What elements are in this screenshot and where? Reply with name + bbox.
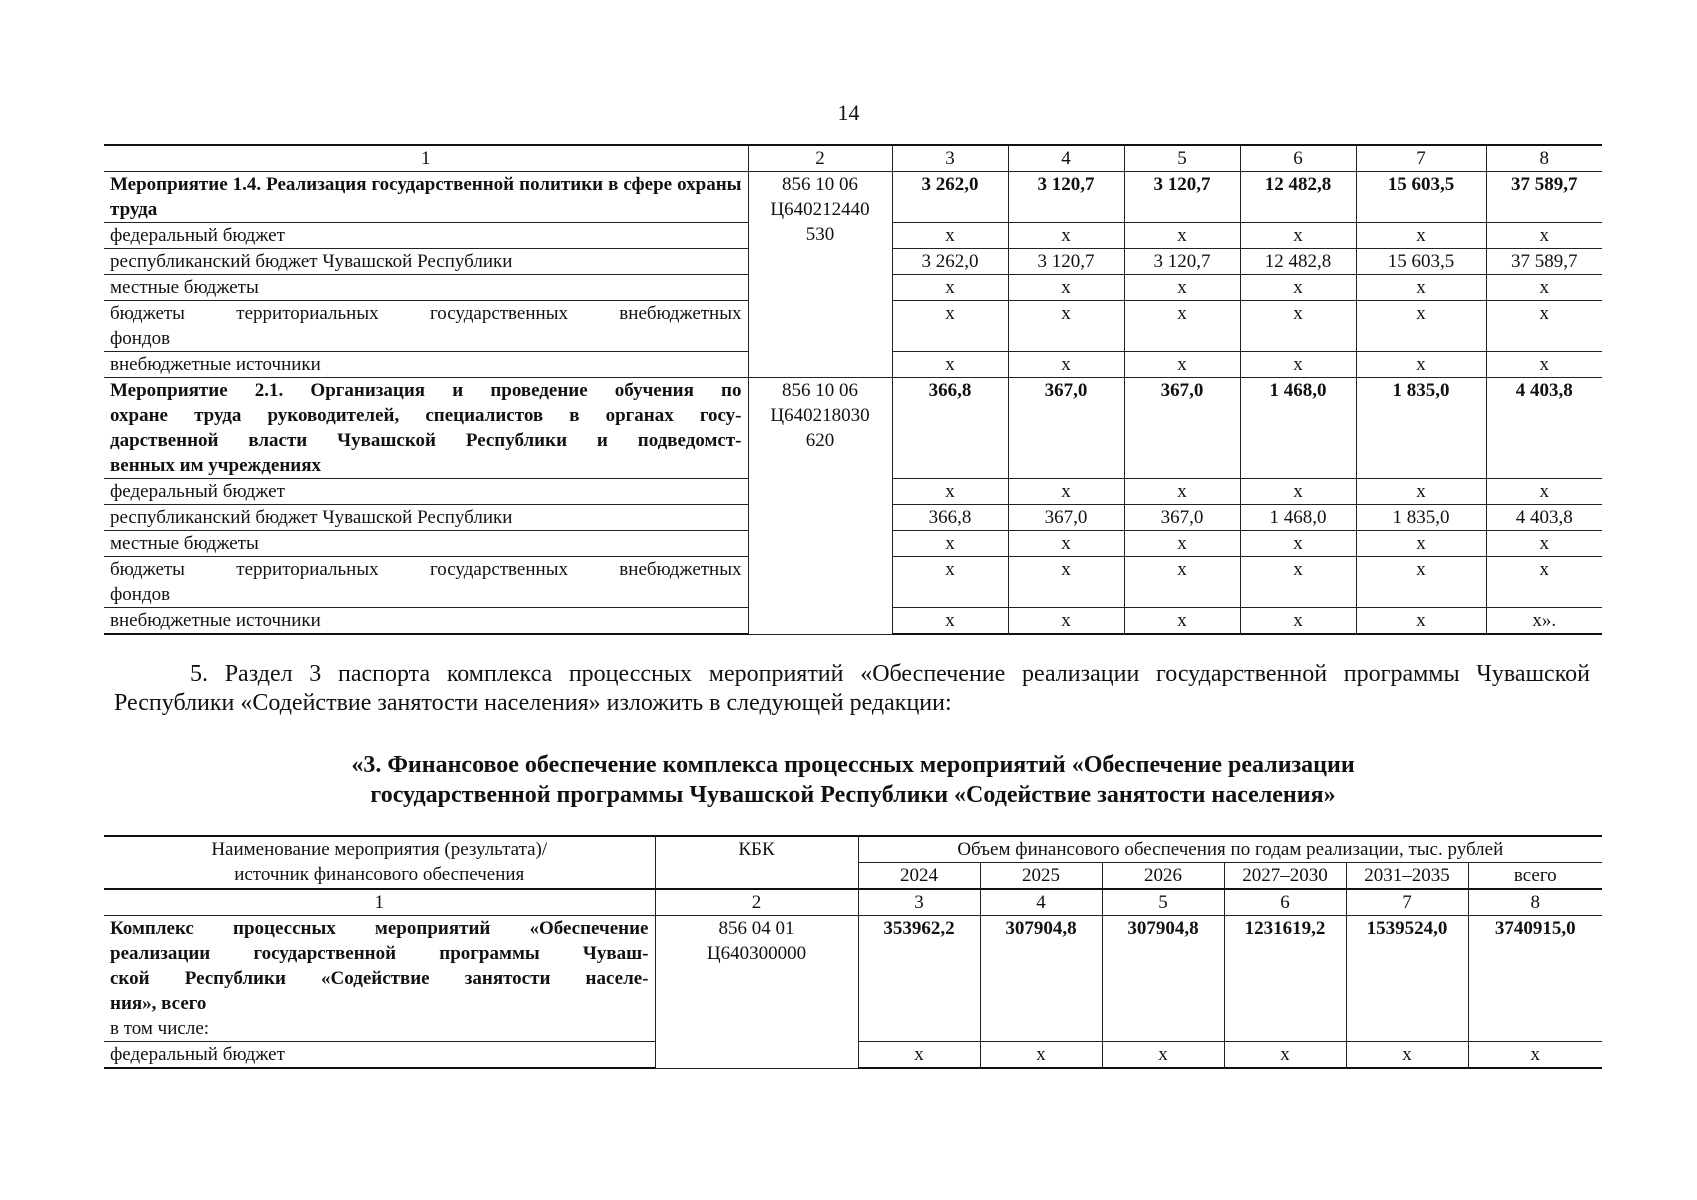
value-cell: x xyxy=(1346,1042,1468,1069)
value-cell: x xyxy=(1240,275,1356,301)
value-cell: 1 835,0 xyxy=(1356,378,1486,479)
kbk-line: 856 10 06 xyxy=(782,174,858,195)
col-number: 1 xyxy=(104,145,748,172)
value-cell: 367,0 xyxy=(1008,378,1124,479)
header-year: 2025 xyxy=(980,863,1102,890)
value-cell: 367,0 xyxy=(1124,505,1240,531)
value-cell: 3740915,0 xyxy=(1468,916,1602,1042)
col-number: 7 xyxy=(1346,889,1468,916)
value-cell: x xyxy=(1124,223,1240,249)
value-cell: x xyxy=(1008,352,1124,378)
value-cell: x xyxy=(1240,608,1356,635)
value-cell: x xyxy=(1486,557,1602,608)
value-cell: x xyxy=(1124,608,1240,635)
value-cell: x xyxy=(1486,352,1602,378)
value-cell: x xyxy=(1356,352,1486,378)
activity-row xyxy=(104,172,1602,223)
col-number: 5 xyxy=(1124,145,1240,172)
value-cell: 3 120,7 xyxy=(1124,172,1240,223)
value-cell: 3 120,7 xyxy=(1124,249,1240,275)
amendment-paragraph: 5. Раздел 3 паспорта комплекса процессных мероприятий «Обеспечение реализации государственной программы Чувашской Республики «Содействие занятости населения» изложить в следующей редакции: xyxy=(114,661,1590,716)
value-cell: x xyxy=(892,275,1008,301)
value-cell: 367,0 xyxy=(1124,378,1240,479)
complex-title xyxy=(104,916,655,1042)
value-cell: x xyxy=(892,352,1008,378)
value-cell: x xyxy=(1224,1042,1346,1069)
kbk-line: Ц640300000 xyxy=(706,943,807,964)
header-year: 2026 xyxy=(1102,863,1224,890)
value-cell: x xyxy=(1356,301,1486,352)
value-cell: 1539524,0 xyxy=(1346,916,1468,1042)
kbk-line: 530 xyxy=(805,224,835,245)
value-cell: 37 589,7 xyxy=(1486,249,1602,275)
value-cell: x xyxy=(1008,275,1124,301)
column-number-row xyxy=(104,889,1602,916)
value-cell: x xyxy=(1102,1042,1224,1069)
kbk-cell xyxy=(748,378,892,635)
funding-table-complex xyxy=(104,835,1602,1069)
value-cell: x xyxy=(892,223,1008,249)
value-cell: x xyxy=(1240,223,1356,249)
complex-title-line: ской Республики «Содействие занятости населе- xyxy=(110,968,649,989)
activity-title-line: венных им учреждениях xyxy=(110,455,322,476)
value-cell: 3 120,7 xyxy=(1008,249,1124,275)
section-heading-line: государственной программы Чувашской Республики «Содействие занятости населения» xyxy=(370,782,1336,808)
value-cell: x xyxy=(892,531,1008,557)
activity-row xyxy=(104,378,1602,479)
header-kbk: КБК xyxy=(655,836,858,889)
complex-title-line: ния», всего xyxy=(110,993,207,1014)
value-cell: x xyxy=(1008,479,1124,505)
value-cell: x xyxy=(1468,1042,1602,1069)
value-cell: x xyxy=(1124,479,1240,505)
kbk-line: Ц640218030 xyxy=(770,405,870,426)
col-number: 2 xyxy=(655,889,858,916)
value-cell: 367,0 xyxy=(1008,505,1124,531)
col-number: 3 xyxy=(858,889,980,916)
header-name-line: Наименование мероприятия (результата)/ xyxy=(211,839,548,860)
source-label-line: фондов xyxy=(110,584,171,605)
col-number: 7 xyxy=(1356,145,1486,172)
value-cell: x xyxy=(1356,275,1486,301)
value-cell: x xyxy=(1356,557,1486,608)
header-year: 2027–2030 xyxy=(1224,863,1346,890)
complex-title-line: реализации государственной программы Чуваш- xyxy=(110,943,649,964)
value-cell: x xyxy=(1124,352,1240,378)
value-cell: x xyxy=(1124,557,1240,608)
source-label-line: бюджеты территориальных государственных внебюджетных xyxy=(110,559,742,580)
value-cell: x xyxy=(892,557,1008,608)
source-label: местные бюджеты xyxy=(104,275,748,301)
value-cell: 353962,2 xyxy=(858,916,980,1042)
value-cell: 3 120,7 xyxy=(1008,172,1124,223)
value-cell: 1 468,0 xyxy=(1240,378,1356,479)
source-label: местные бюджеты xyxy=(104,531,748,557)
source-label: федеральный бюджет xyxy=(104,479,748,505)
kbk-line: Ц640212440 xyxy=(770,199,870,220)
value-cell: x xyxy=(1008,608,1124,635)
header-row xyxy=(104,836,1602,863)
value-cell: x xyxy=(1240,557,1356,608)
header-year: 2031–2035 xyxy=(1346,863,1468,890)
value-cell: 3 262,0 xyxy=(892,249,1008,275)
value-cell: x xyxy=(1124,275,1240,301)
value-cell: x». xyxy=(1486,608,1602,635)
source-label: федеральный бюджет xyxy=(104,223,748,249)
header-year: 2024 xyxy=(858,863,980,890)
col-number: 5 xyxy=(1102,889,1224,916)
value-cell: x xyxy=(1124,531,1240,557)
activity-title: Мероприятие 1.4. Реализация государственной политики в сфере охраны труда xyxy=(104,172,748,223)
complex-title-line: Комплекс процессных мероприятий «Обеспечение xyxy=(110,918,649,939)
header-volume: Объем финансового обеспечения по годам реализации, тыс. рублей xyxy=(858,836,1602,863)
value-cell: x xyxy=(1356,608,1486,635)
value-cell: x xyxy=(1240,531,1356,557)
value-cell: x xyxy=(980,1042,1102,1069)
col-number: 4 xyxy=(1008,145,1124,172)
value-cell: 37 589,7 xyxy=(1486,172,1602,223)
value-cell: 15 603,5 xyxy=(1356,249,1486,275)
activity-title-line: Мероприятие 2.1. Организация и проведение обучения по xyxy=(110,380,742,401)
source-label-line: фондов xyxy=(110,328,171,349)
value-cell: x xyxy=(1240,479,1356,505)
value-cell: x xyxy=(892,479,1008,505)
section-heading-line: «3. Финансовое обеспечение комплекса процессных мероприятий «Обеспечение реализации xyxy=(351,752,1355,778)
header-year: всего xyxy=(1468,863,1602,890)
value-cell: x xyxy=(1240,301,1356,352)
col-number: 1 xyxy=(104,889,655,916)
value-cell: 4 403,8 xyxy=(1486,378,1602,479)
header-name-line: источник финансового обеспечения xyxy=(234,864,525,885)
source-label xyxy=(104,557,748,608)
value-cell: 1 835,0 xyxy=(1356,505,1486,531)
col-number: 4 xyxy=(980,889,1102,916)
value-cell: x xyxy=(1008,223,1124,249)
kbk-cell xyxy=(655,916,858,1069)
kbk-line: 856 04 01 xyxy=(718,918,795,939)
value-cell: 307904,8 xyxy=(980,916,1102,1042)
col-number: 6 xyxy=(1224,889,1346,916)
value-cell: 12 482,8 xyxy=(1240,172,1356,223)
value-cell: 12 482,8 xyxy=(1240,249,1356,275)
value-cell: 4 403,8 xyxy=(1486,505,1602,531)
page-number: 14 xyxy=(837,100,860,125)
kbk-line: 620 xyxy=(805,430,835,451)
kbk-cell xyxy=(748,172,892,378)
value-cell: 1 468,0 xyxy=(1240,505,1356,531)
value-cell: x xyxy=(1486,223,1602,249)
kbk-line: 856 10 06 xyxy=(782,380,858,401)
value-cell: 307904,8 xyxy=(1102,916,1224,1042)
complex-subtitle: в том числе: xyxy=(110,1018,210,1039)
value-cell: 15 603,5 xyxy=(1356,172,1486,223)
col-number: 2 xyxy=(748,145,892,172)
source-label: внебюджетные источники xyxy=(104,608,748,635)
source-label xyxy=(104,301,748,352)
section-heading xyxy=(104,750,1602,810)
value-cell: x xyxy=(1124,301,1240,352)
value-cell: x xyxy=(892,301,1008,352)
column-number-row xyxy=(104,145,1602,172)
value-cell: x xyxy=(1486,275,1602,301)
complex-row xyxy=(104,916,1602,1042)
value-cell: x xyxy=(1356,479,1486,505)
value-cell: x xyxy=(1356,531,1486,557)
col-number: 8 xyxy=(1486,145,1602,172)
activity-title-line: дарственной власти Чувашской Республики и подведомст- xyxy=(110,430,742,451)
value-cell: x xyxy=(1008,557,1124,608)
funding-table-activities xyxy=(104,144,1602,635)
col-number: 3 xyxy=(892,145,1008,172)
source-label: федеральный бюджет xyxy=(104,1042,655,1069)
header-name xyxy=(104,836,655,889)
value-cell: x xyxy=(1008,531,1124,557)
activity-title xyxy=(104,378,748,479)
col-number: 6 xyxy=(1240,145,1356,172)
source-label: республиканский бюджет Чувашской Республики xyxy=(104,249,748,275)
value-cell: 1231619,2 xyxy=(1224,916,1346,1042)
value-cell: x xyxy=(1486,479,1602,505)
source-label-line: бюджеты территориальных государственных внебюджетных xyxy=(110,303,742,324)
source-label: республиканский бюджет Чувашской Республики xyxy=(104,505,748,531)
value-cell: x xyxy=(1486,301,1602,352)
activity-title-line: охране труда руководителей, специалистов в органах госу- xyxy=(110,405,742,426)
value-cell: x xyxy=(1008,301,1124,352)
col-number: 8 xyxy=(1468,889,1602,916)
value-cell: x xyxy=(858,1042,980,1069)
source-label: внебюджетные источники xyxy=(104,352,748,378)
value-cell: x xyxy=(892,608,1008,635)
value-cell: 366,8 xyxy=(892,378,1008,479)
value-cell: x xyxy=(1356,223,1486,249)
value-cell: 366,8 xyxy=(892,505,1008,531)
value-cell: x xyxy=(1486,531,1602,557)
value-cell: 3 262,0 xyxy=(892,172,1008,223)
value-cell: x xyxy=(1240,352,1356,378)
